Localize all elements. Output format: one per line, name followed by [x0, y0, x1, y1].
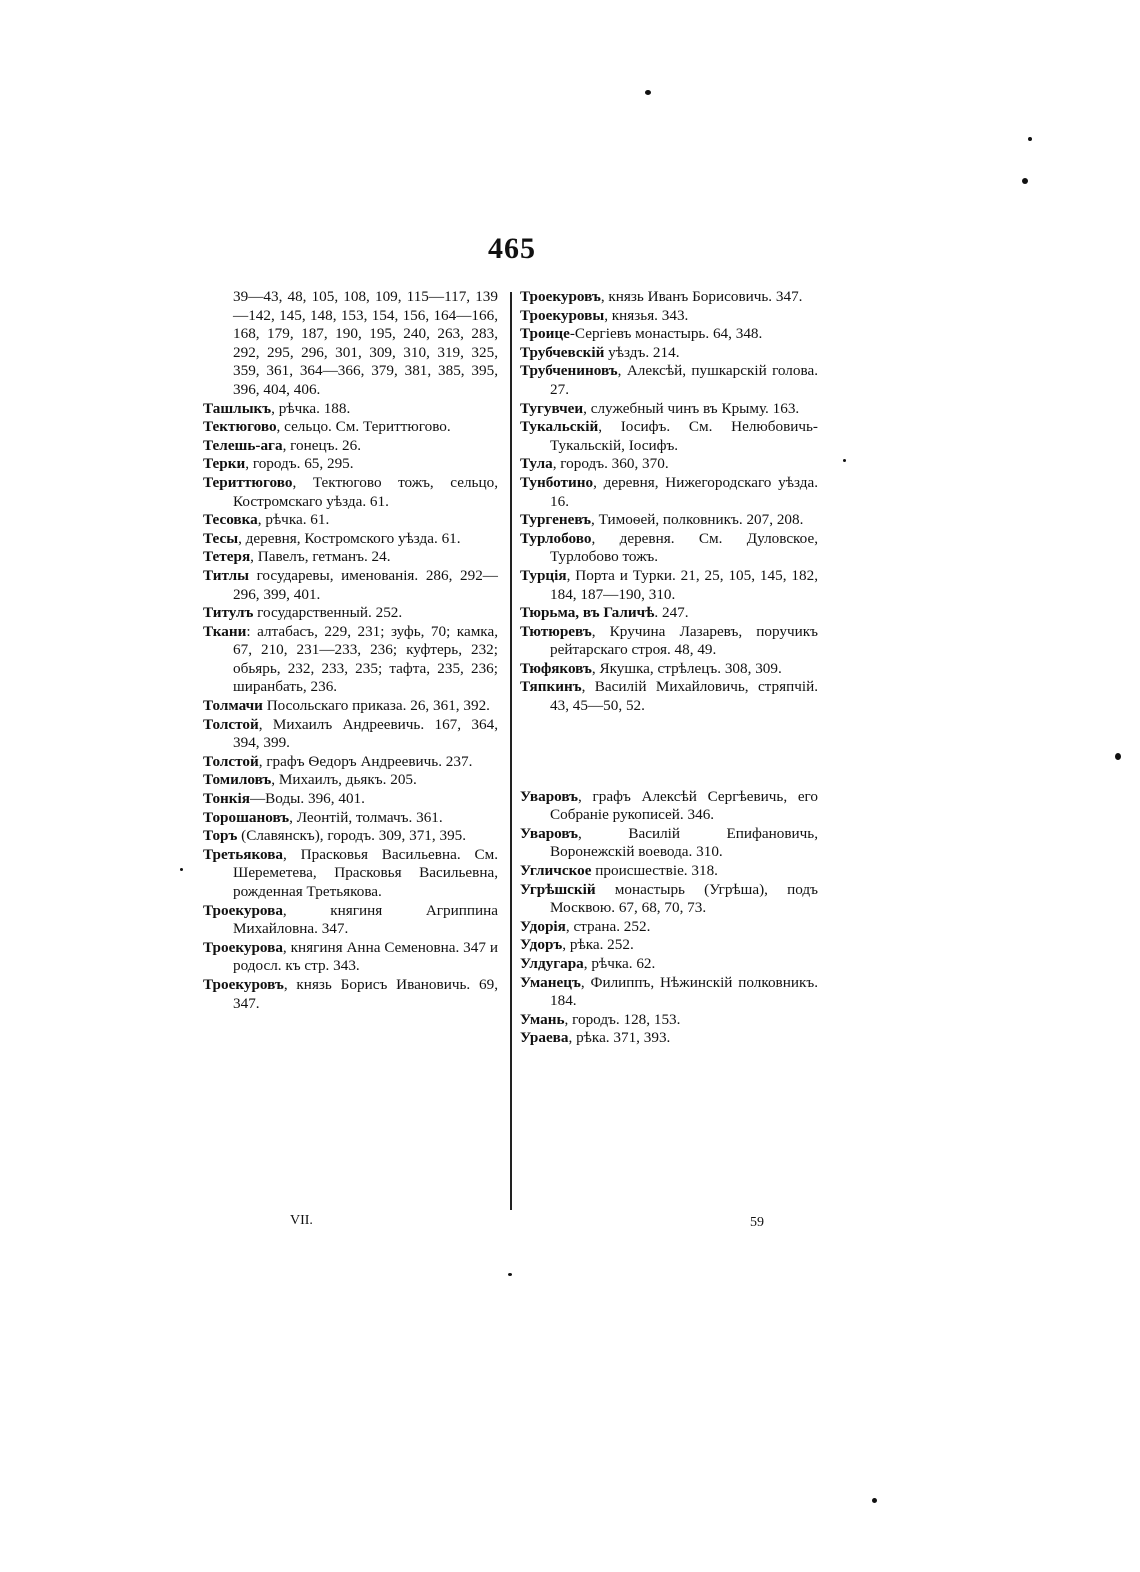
index-entry-text: , деревня. См. Дуловское, Турлобово тожъ. — [550, 529, 818, 566]
index-entry-text: , рѣчка. 61. — [257, 511, 330, 529]
index-entry-heading: Угличское — [520, 862, 592, 880]
scan-speck — [843, 459, 846, 462]
index-entry-heading: Троекурова — [203, 901, 283, 919]
scan-speck — [872, 1498, 877, 1503]
index-entry-text: , сельцо. См. Териттюгово. — [276, 418, 451, 436]
index-entry — [520, 511, 818, 530]
index-entry-text: государственный. 252. — [253, 604, 403, 622]
signature-mark: VII. — [290, 1213, 313, 1228]
index-entry-text: , Леонтій, толмачъ. 361. — [289, 808, 443, 826]
index-entry — [203, 902, 498, 939]
index-entry — [203, 771, 498, 790]
index-entry — [520, 567, 818, 604]
index-entry-text: государевы, именованія. 286, 292—296, 399, 401. — [233, 566, 498, 603]
column-divider — [510, 292, 512, 1210]
index-entry-text: , Михаилъ, дьякъ. 205. — [271, 771, 417, 789]
index-entry-heading: Тюфяковъ — [520, 659, 592, 677]
index-entry-text: . 247. — [654, 604, 689, 622]
index-entry-heading: Тунботино — [520, 473, 594, 491]
index-entry-heading: Толстой — [203, 752, 259, 770]
index-entry-text: -Сергіевъ монастырь. 64, 348. — [569, 325, 763, 343]
index-entry — [203, 455, 498, 474]
index-entry-text: , Порта и Турки. 21, 25, 105, 145, 182, 184, 187—190, 310. — [550, 566, 818, 603]
index-entry-text: , рѣка. 371, 393. — [568, 1029, 671, 1047]
index-entry — [203, 530, 498, 549]
index-entry-heading: Титлы — [203, 566, 249, 584]
index-entry — [203, 511, 498, 530]
scan-speck — [1115, 753, 1121, 760]
index-entry-text: , Прасковья Васильевна. См. Шереметева, Прасковья Васильевна, рожденная Третьякова. — [233, 845, 498, 900]
index-entry — [203, 418, 498, 437]
index-entry-text: , Кручина Лазаревъ, поручикъ рейтарскаго строя. 48, 49. — [550, 622, 818, 659]
index-entry — [520, 418, 818, 455]
index-entry — [520, 974, 818, 1011]
index-entry — [203, 548, 498, 567]
index-entry — [203, 288, 498, 400]
index-entry-heading: Толмачи — [203, 697, 263, 715]
index-entry-heading: Торъ — [203, 827, 238, 845]
index-entry — [520, 660, 818, 679]
section-gap — [520, 716, 818, 788]
index-entry-heading: Трубчевскій — [520, 343, 605, 361]
index-entry-heading: Троекуровъ — [203, 975, 284, 993]
index-entry-heading: Тетеря — [203, 548, 251, 566]
index-section-u — [520, 788, 818, 1048]
index-entry-text: , Михаилъ Андреевичь. 167, 364, 394, 399. — [233, 715, 498, 752]
sheet-number: 59 — [750, 1215, 764, 1230]
index-entry-text: , Василій Михайловичь, стряпчій. 43, 45—50, 52. — [550, 678, 818, 715]
index-entry — [520, 678, 818, 715]
index-entry-heading: Териттюгово — [203, 473, 293, 491]
index-entry-text: , графъ Алексѣй Сергѣевичь, его Собраніе рукописей. 346. — [550, 787, 818, 824]
index-entry-heading: Турлобово — [520, 529, 592, 547]
index-entry-text: , Алексѣй, пушкарскій голова. 27. — [550, 362, 818, 398]
index-entry-text: , рѣчка. 188. — [271, 399, 351, 417]
index-entry-heading: Томиловъ — [203, 771, 272, 789]
index-entry — [203, 846, 498, 902]
index-entry — [203, 827, 498, 846]
index-entry — [520, 530, 818, 567]
index-entry-heading: Ткани — [203, 622, 247, 640]
index-entry-heading: Троекурова — [203, 938, 283, 956]
index-entry-heading: Улдугара — [520, 955, 584, 972]
index-entry-heading: Ташлыкъ — [203, 399, 272, 417]
index-entry-heading: Тесы — [203, 529, 239, 547]
scan-speck — [1022, 178, 1028, 184]
index-entry-text: , городъ. 65, 295. — [245, 455, 354, 473]
index-entry-heading: Тяпкинъ — [520, 678, 582, 696]
index-entry-heading: Тесовка — [203, 511, 258, 529]
index-entry-text: 39—43, 48, 105, 108, 109, 115—117, 139—142, 145, 148, 153, 154, 156, 164—166, 168, 179, 187, 190, 195, 240, 263, 283, 292, 295, 296, 301, 309, 310, 319, 325, 359, 361, 364—366, 379, 381, 385, 395, 396, 404, 406. — [233, 288, 498, 398]
index-entry-text: , рѣчка. 62. — [583, 955, 656, 972]
index-entry-text: монастырь (Угрѣша), подъ Москвою. 67, 68, 70, 73. — [550, 880, 818, 917]
index-entry-text: , князья. 343. — [604, 306, 689, 324]
page-number: 465 — [488, 232, 536, 265]
index-entry — [520, 400, 818, 419]
index-entry-heading: Уманецъ — [520, 973, 581, 991]
index-entry-text: , Филиппъ, Нѣжинскій полковникъ. 184. — [550, 973, 818, 1010]
index-entry — [203, 437, 498, 456]
index-entry — [203, 567, 498, 604]
index-entry — [520, 455, 818, 474]
index-section-t — [520, 288, 818, 716]
index-entry-heading: Уваровъ — [520, 787, 579, 805]
index-entry-text: , князь Иванъ Борисовичь. 347. — [600, 288, 803, 305]
scan-speck — [508, 1273, 512, 1276]
index-entry — [203, 474, 498, 511]
index-entry — [520, 325, 818, 344]
index-entry-heading: Толстой — [203, 715, 259, 733]
index-entry-text: : алтабасъ, 229, 231; зуфь, 70; камка, 67, 210, 231—233, 236; куфтерь, 232; обьярь, 232, 233, 235; тафта, 235, 236; ширанбать, 236. — [233, 622, 498, 696]
index-entry — [520, 307, 818, 326]
index-entry-heading: Терки — [203, 455, 246, 473]
index-entry — [203, 790, 498, 809]
index-entry-text: Посольскаго приказа. 26, 361, 392. — [262, 697, 490, 715]
index-entry-heading: Тектюгово — [203, 418, 277, 436]
index-entry — [520, 604, 818, 623]
index-entry-heading: Тонкія — [203, 790, 250, 808]
index-entry-heading: Ураева — [520, 1029, 569, 1047]
index-entry-heading: Тула — [520, 455, 553, 473]
index-entry — [520, 474, 818, 511]
index-entry — [520, 1029, 818, 1048]
index-entry-heading: Угрѣшскій — [520, 880, 596, 898]
index-entry-heading: Тукальскій — [520, 418, 599, 436]
index-entry — [203, 976, 498, 1013]
index-entry-text: , Тимоѳей, полковникъ. 207, 208. — [591, 511, 804, 529]
index-entry-heading: Турція — [520, 566, 567, 584]
index-entry-text: , деревня, Нижегородскаго уѣзда. 16. — [550, 473, 818, 510]
index-entry-text: , князь Борисъ Ивановичь. 69, 347. — [233, 975, 498, 1012]
index-entry-text: , Тектюгово тожъ, сельцо, Костромскаго уѣзда. 61. — [233, 473, 498, 510]
index-entry-text: , Іосифъ. См. Нелюбовичь-Тукальскій, Іосифъ. — [550, 418, 818, 454]
index-entry — [520, 1011, 818, 1030]
index-entry-heading: Троекуровъ — [520, 288, 601, 305]
index-entry-text: , городъ. 360, 370. — [552, 455, 669, 473]
index-entry — [520, 344, 818, 363]
index-entry-text: происшествіе. 318. — [591, 862, 718, 880]
index-entry-text: , гонецъ. 26. — [282, 436, 362, 454]
index-entry — [520, 288, 818, 307]
index-entry-heading: Троекуровы — [520, 306, 605, 324]
index-entry — [520, 918, 818, 937]
index-entry-text: , Василій Епифановичь, Воронежскій воевода. 310. — [550, 824, 818, 861]
index-entry — [203, 604, 498, 623]
index-entry — [203, 697, 498, 716]
index-entry — [203, 623, 498, 697]
index-entry-heading: Умань — [520, 1010, 565, 1028]
index-entry-heading: Удорія — [520, 917, 566, 935]
index-entry-heading: Тютюревъ — [520, 622, 592, 640]
index-entry-text: —Воды. 396, 401. — [249, 790, 365, 808]
index-column-right — [520, 288, 818, 1048]
index-column-left — [203, 288, 498, 1013]
index-entry-heading: Третьякова — [203, 845, 284, 863]
index-entry — [520, 955, 818, 974]
index-entry — [520, 788, 818, 825]
index-entry — [203, 753, 498, 772]
index-entry — [520, 881, 818, 918]
index-entry-heading: Телешь-ага — [203, 436, 283, 454]
index-entry — [520, 936, 818, 955]
index-entry-text: , городъ. 128, 153. — [564, 1010, 681, 1028]
index-entry-heading: Удоръ — [520, 936, 563, 954]
index-entry-text: , графъ Ѳедоръ Андреевичь. 237. — [258, 752, 473, 770]
index-entry — [520, 362, 818, 399]
index-entry-text: уѣздъ. 214. — [604, 343, 680, 361]
index-entry-text: (Славянскъ), городъ. 309, 371, 395. — [237, 827, 467, 845]
scan-speck — [645, 90, 651, 95]
index-entry-heading: Тургеневъ — [520, 511, 592, 529]
index-entry-text: , служебный чинъ въ Крыму. 163. — [583, 399, 800, 417]
index-entry-heading: Трубчениновъ — [520, 362, 618, 380]
index-entry-text: , Якушка, стрѣлецъ. 308, 309. — [591, 659, 782, 677]
index-entry-text: , княгиня Анна Семеновна. 347 и родосл. къ стр. 343. — [233, 938, 498, 975]
index-entry — [203, 939, 498, 976]
index-entry-text: , Павелъ, гетманъ. 24. — [250, 548, 391, 566]
scan-speck — [180, 868, 183, 871]
index-entry-text: , рѣка. 252. — [562, 936, 634, 954]
index-entry — [203, 400, 498, 419]
index-entry — [520, 623, 818, 660]
index-entry-heading: Торошановъ — [203, 808, 290, 826]
index-entry-heading: Тюрьма, въ Галичѣ — [520, 604, 655, 622]
index-entry-heading: Титулъ — [203, 604, 254, 622]
index-entry — [203, 716, 498, 753]
index-entry — [520, 825, 818, 862]
index-entry — [203, 809, 498, 828]
index-entry-text: , деревня, Костромского уѣзда. 61. — [238, 529, 461, 547]
index-entry — [520, 862, 818, 881]
index-entry-heading: Троице — [520, 325, 570, 343]
index-entry-heading: Тугувчеи — [520, 399, 584, 417]
index-entry-text: , страна. 252. — [565, 917, 651, 935]
scan-speck — [1028, 137, 1032, 141]
index-entry-heading: Уваровъ — [520, 824, 579, 842]
index-entry-text: , княгиня Агриппина Михайловна. 347. — [233, 901, 498, 938]
